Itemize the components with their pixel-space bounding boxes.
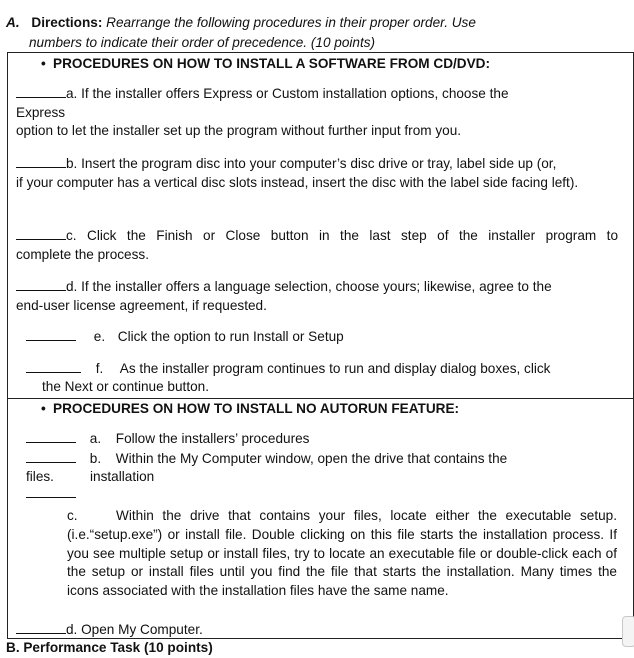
autorun-item-b-rest: installation — [90, 469, 155, 484]
cd-item-a-line3: option to let the installer set up the program without further input from you. — [16, 123, 462, 138]
answer-blank[interactable] — [26, 461, 76, 463]
cd-item-f-rest: the Next or continue button. — [42, 379, 210, 394]
cd-item-c-rest: complete the process. — [16, 246, 149, 262]
answer-blank[interactable] — [26, 339, 76, 341]
section-cd-dvd-heading-text: PROCEDURES ON HOW TO INSTALL A SOFTWARE FROM CD/DVD: — [53, 56, 491, 71]
answer-blank[interactable] — [16, 632, 66, 634]
cd-item-f-text: As the installer program continues to run and display dialog boxes, click — [119, 361, 551, 376]
cd-item-d — [16, 278, 618, 315]
cd-item-b — [16, 155, 618, 192]
answer-blank[interactable] — [16, 289, 66, 291]
autorun-item-c-text: Within the drive that contains your files, locate either the executable setup. (i.e.“setup.exe”) or install file. Double clicking on this file starts the installation process. If you see multiple setup or install files, try to locate an executable file or double-click each of the setup or install files until you find the file that starts the installation. Many times the icons associated with the installation files have the same name. — [67, 508, 617, 599]
answer-blank[interactable] — [16, 238, 66, 240]
cd-item-e-text: Click the option to run Install or Setup — [117, 329, 344, 344]
answer-blank[interactable] — [16, 166, 66, 168]
autorun-item-b-prefix: files. — [26, 469, 54, 484]
cd-item-a-line2: Express — [16, 104, 66, 120]
directions-title: Directions: — [31, 15, 103, 30]
cd-item-b-line1: b. Insert the program disc into your computer’s disc drive or tray, label side up (or, — [66, 156, 557, 171]
section-cd-dvd-heading — [41, 55, 490, 74]
cd-item-b-rest: if your computer has a vertical disc slots instead, insert the disc with the label side facing left). — [16, 174, 579, 190]
answer-blank[interactable] — [26, 496, 76, 498]
directions-text: Rearrange the following procedures in their proper order. Use — [106, 15, 476, 30]
autorun-item-c-letter: c. — [67, 508, 78, 523]
cd-item-d-line1: d. If the installer offers a language selection, choose yours; likewise, agree to the — [66, 279, 552, 294]
cd-item-c — [16, 227, 618, 264]
autorun-item-a-text: Follow the installers’ procedures — [115, 431, 310, 446]
cd-item-a — [16, 85, 618, 141]
cd-item-c-line1: c. Click the Finish or Close button in the last step of the installer program to — [66, 228, 618, 243]
autorun-item-b-text: Within the My Computer window, open the drive that contains the — [115, 451, 508, 466]
cd-item-e-letter: e. — [93, 329, 106, 344]
cd-item-a-line1: a. If the installer offers Express or Custom installation options, choose the — [66, 86, 509, 101]
section-no-autorun-heading — [41, 400, 459, 419]
scroll-handle[interactable] — [622, 616, 634, 647]
autorun-item-a-letter: a. — [89, 431, 102, 446]
bullet-icon: • — [41, 401, 46, 416]
cd-item-e — [26, 328, 344, 347]
cd-item-f — [26, 360, 550, 379]
autorun-item-a — [26, 430, 309, 449]
autorun-item-b — [26, 450, 507, 469]
answer-blank[interactable] — [26, 371, 81, 373]
autorun-item-d-text: d. Open My Computer. — [66, 622, 203, 637]
next-section-heading: B. Performance Task (10 points) — [6, 640, 213, 655]
cd-item-f-letter: f. — [95, 361, 104, 376]
autorun-item-b-letter: b. — [89, 451, 102, 466]
directions-letter: A. — [6, 15, 20, 30]
autorun-item-d — [16, 621, 203, 640]
directions-line-2: numbers to indicate their order of precedence. (10 points) — [29, 35, 376, 50]
answer-blank[interactable] — [26, 441, 76, 443]
answer-blank[interactable] — [16, 96, 66, 98]
section-no-autorun-heading-text: PROCEDURES ON HOW TO INSTALL NO AUTORUN FEATURE: — [53, 401, 460, 416]
directions-line-1 — [6, 14, 476, 33]
cd-item-d-rest: end-user license agreement, if requested. — [16, 297, 267, 313]
bullet-icon: • — [41, 56, 46, 71]
